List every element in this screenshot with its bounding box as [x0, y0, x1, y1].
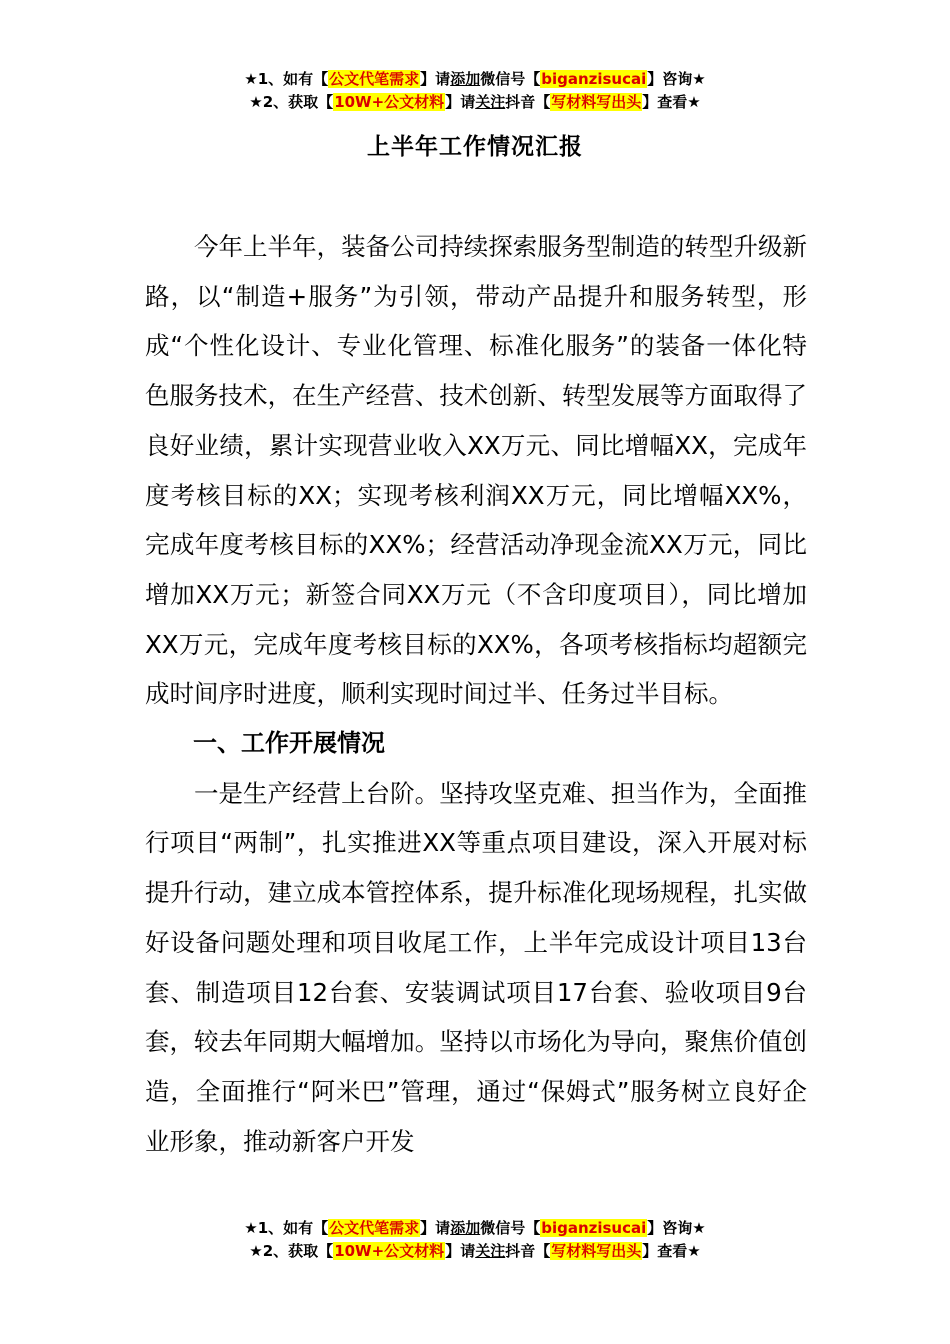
section-heading: 一、工作开展情况 [193, 729, 385, 758]
promo-line-2: ★2、获取【10W+公文材料】请关注抖音【写材料写出头】查看★ [249, 1242, 701, 1260]
highlight-materials: 10W+公文材料 [334, 1242, 445, 1260]
promo-line-1: ★1、如有【公文代笔需求】请添加微信号【biganzisucai】咨询★ [244, 1219, 706, 1237]
highlight-service: 公文代笔需求 [329, 1219, 420, 1237]
promo-line-2: ★2、获取【10W+公文材料】请关注抖音【写材料写出头】查看★ [249, 93, 701, 111]
highlight-materials: 10W+公文材料 [334, 93, 445, 111]
highlight-douyin: 写材料写出头 [551, 93, 642, 111]
highlight-douyin: 写材料写出头 [551, 1242, 642, 1260]
page-title: 上半年工作情况汇报 [367, 134, 583, 160]
section-paragraph: 一是生产经营上台阶。坚持攻坚克难、担当作为，全面推行项目“两制”，扎实推进XX等重点项目建设，深入开展对标提升行动，建立成本管控体系，提升标准化现场规程，扎实做好设备问题处理和项目收尾工作，上半年完成设计项目13台套、制造项目12台套、安装调试项目17台套、验收项目9台套，较去年同期大幅增加。坚持以市场化为导向，聚焦价值创造，全面推行“阿米巴”管理，通过“保姆式”服务树立良好企业形象，推动新客户开发 [145, 778, 807, 1156]
bottom-promo-banner [0, 1217, 950, 1263]
document-body [145, 222, 807, 1166]
promo-line-1: ★1、如有【公文代笔需求】请添加微信号【biganzisucai】咨询★ [244, 70, 706, 88]
highlight-wechat-id: biganzisucai [541, 70, 647, 88]
highlight-wechat-id: biganzisucai [541, 1219, 647, 1237]
highlight-service: 公文代笔需求 [329, 70, 420, 88]
intro-paragraph: 今年上半年，装备公司持续探索服务型制造的转型升级新路，以“制造+服务”为引领，带动产品提升和服务转型，形成“个性化设计、专业化管理、标准化服务”的装备一体化特色服务技术，在生产经营、技术创新、转型发展等方面取得了良好业绩，累计实现营业收入XX万元、同比增幅XX，完成年度考核目标的XX；实现考核利润XX万元，同比增幅XX%，完成年度考核目标的XX%；经营活动净现金流XX万元，同比增加XX万元；新签合同XX万元（不含印度项目），同比增加XX万元，完成年度考核目标的XX%，各项考核指标均超额完成时间序时进度，顺利实现时间过半、任务过半目标。 [145, 232, 807, 709]
top-promo-banner [0, 68, 950, 114]
